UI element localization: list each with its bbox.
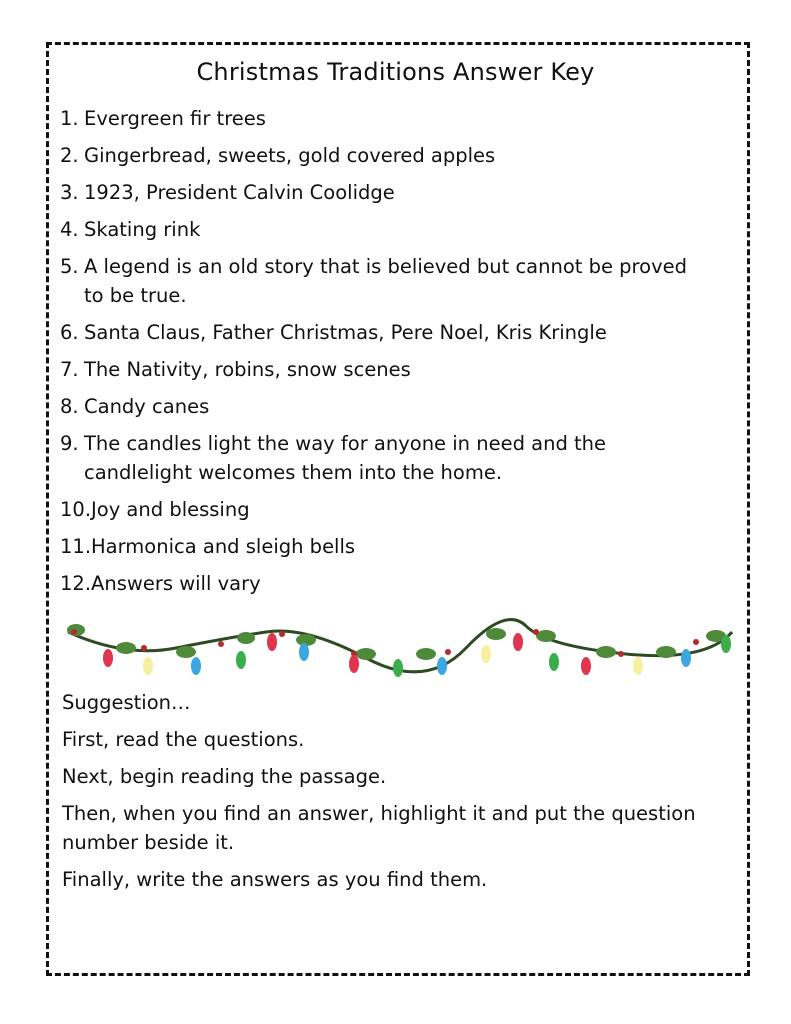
answer-item	[60, 215, 700, 244]
answer-text: Harmonica and sleigh bells	[91, 535, 356, 558]
christmas-lights-garland-icon	[66, 618, 734, 682]
answer-text: A legend is an old story that is believed but cannot be proved to be true.	[84, 255, 687, 307]
suggestion-line: Finally, write the answers as you find them.	[62, 868, 488, 891]
answer-number: 9.	[60, 432, 79, 455]
answer-number: 11.	[60, 535, 92, 558]
answer-text: Santa Claus, Father Christmas, Pere Noel, Kris Kringle	[84, 321, 607, 344]
answer-number: 3.	[60, 181, 79, 204]
answer-number: 7.	[60, 358, 79, 381]
answer-number: 5.	[60, 255, 79, 278]
answer-item	[60, 495, 700, 524]
answer-number: 12.	[60, 572, 92, 595]
answer-item	[60, 532, 700, 561]
answer-text: Evergreen fir trees	[84, 107, 266, 130]
answer-text: The Nativity, robins, snow scenes	[84, 358, 411, 381]
answer-text: Skating rink	[84, 218, 201, 241]
answer-list	[60, 104, 700, 606]
answer-number: 6.	[60, 321, 79, 344]
suggestion-line: Then, when you find an answer, highlight it and put the question number beside it.	[62, 802, 696, 854]
answer-number: 4.	[60, 218, 79, 241]
answer-item	[60, 141, 700, 170]
answer-text: Joy and blessing	[91, 498, 250, 521]
answer-item	[60, 569, 700, 598]
answer-text: Answers will vary	[91, 572, 261, 595]
answer-item	[60, 355, 700, 384]
answer-item	[60, 429, 700, 487]
answer-item	[60, 178, 700, 207]
suggestion-line: First, read the questions.	[62, 728, 305, 751]
answer-item	[60, 318, 700, 347]
answer-item	[60, 252, 700, 310]
answer-item	[60, 104, 700, 133]
answer-text: The candles light the way for anyone in need and the candlelight welcomes them into the home.	[84, 432, 607, 484]
answer-item	[60, 392, 700, 421]
answer-number: 10.	[60, 498, 92, 521]
answer-number: 2.	[60, 144, 79, 167]
answer-text: 1923, President Calvin Coolidge	[84, 181, 395, 204]
answer-number: 1.	[60, 107, 79, 130]
suggestion-line: Next, begin reading the passage.	[62, 765, 387, 788]
answer-text: Candy canes	[84, 395, 210, 418]
suggestion-section	[62, 688, 702, 902]
answer-number: 8.	[60, 395, 79, 418]
answer-text: Gingerbread, sweets, gold covered apples	[84, 144, 496, 167]
page-title: Christmas Traditions Answer Key	[196, 58, 595, 86]
suggestion-heading: Suggestion…	[62, 691, 191, 714]
